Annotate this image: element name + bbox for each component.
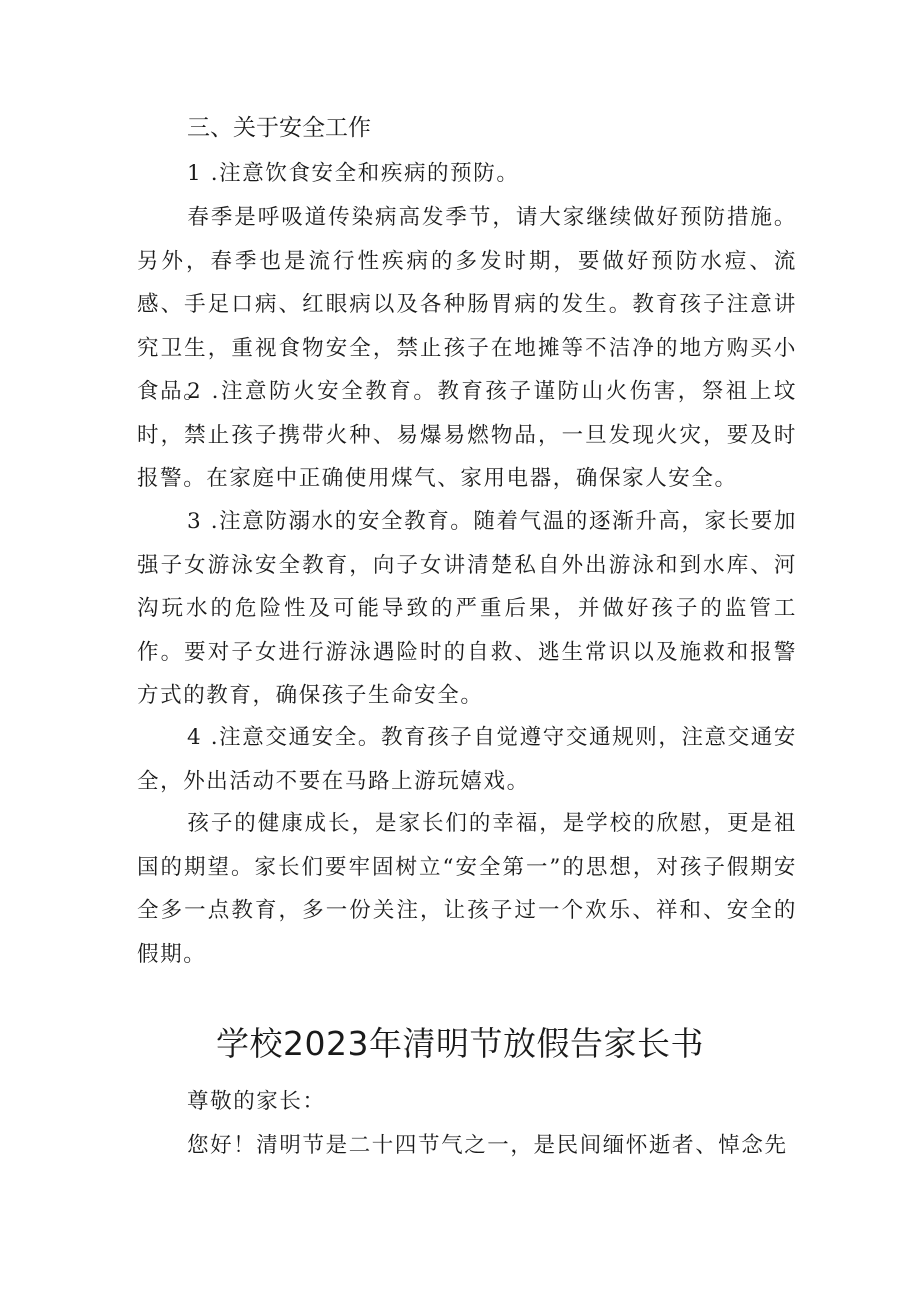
letter-title: 学校2023年清明节放假告家长书 [216,1024,704,1063]
salutation-text: 尊敬的家长： [187,1089,326,1114]
paragraph-closing [137,802,797,976]
paragraph-text: 4 .注意交通安全。教育孩子自觉遵守交通规则，注意交通安全，外出活动不要在马路上游玩嬉戏。 [137,725,797,794]
paragraph-item-1 [137,152,797,196]
salutation [137,1080,797,1124]
paragraph-text: 3 .注意防溺水的安全教育。随着气温的逐渐升高，家长要加强子女游泳安全教育，向子女讲清楚私自外出游泳和到水库、河沟玩水的危险性及可能导致的严重后果，并做好孩子的监管工作。要对子女进行游泳遇险时的自救、逃生常识以及施救和报警方式的教育，确保孩子生命安全。 [137,509,797,708]
paragraph-text: 1 .注意饮食安全和疾病的预防。 [187,161,520,186]
paragraph-item-3-drowning [137,500,797,718]
paragraph-text: 春季是呼吸道传染病高发季节，请大家继续做好预防措施。另外，春季也是流行性疾病的多发时期，要做好预防水痘、流感、手足口病、红眼病以及各种肠胃病的发生。教育孩子注意讲究卫生，重视食物安全，禁止孩子在地摊等不洁净的地方购买小食品。 [137,205,797,404]
paragraph-item-2-fire [137,370,797,501]
section-heading: 三、关于安全工作 [187,115,371,141]
paragraph-text: 孩子的健康成长，是家长们的幸福，是学校的欣慰，更是祖国的期望。家长们要牢固树立“安全第一”的思想，对孩子假期安全多一点教育，多一份关注，让孩子过一个欢乐、祥和、安全的假期。 [137,811,797,967]
paragraph-text: 您好！清明节是二十四节气之一，是民间缅怀逝者、悼念先 [187,1133,788,1158]
opening-paragraph [137,1124,797,1168]
paragraph-text: 2 .注意防火安全教育。教育孩子谨防山火伤害，祭祖上坟时，禁止孩子携带火种、易爆易燃物品，一旦发现火灾，要及时报警。在家庭中正确使用煤气、家用电器，确保家人安全。 [137,379,797,491]
paragraph-item-4-traffic [137,716,797,803]
